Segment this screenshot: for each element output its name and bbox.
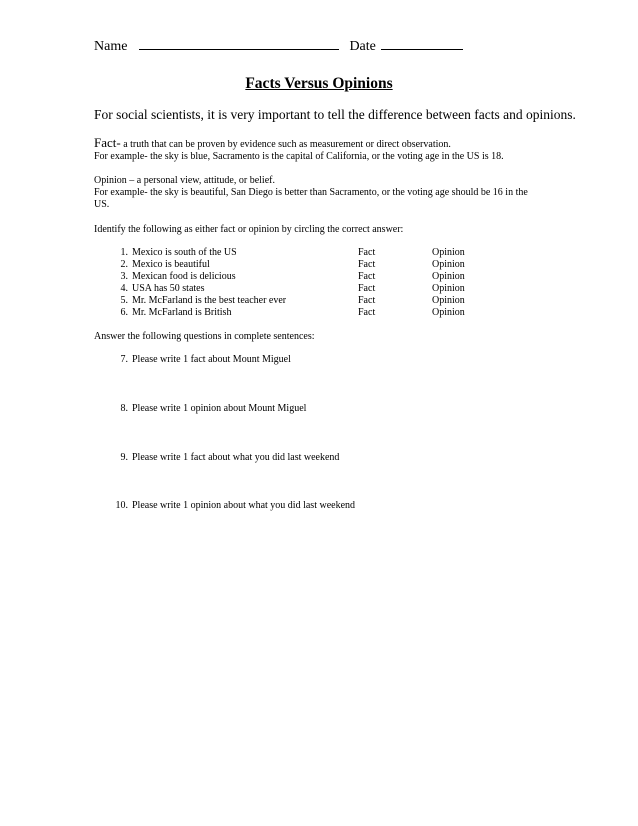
- item-number: 4.: [120, 283, 128, 294]
- item-statement: Mexico is beautiful: [132, 259, 210, 270]
- question-item: [112, 354, 291, 365]
- opinion-choice[interactable]: Opinion: [432, 307, 465, 318]
- question-number: 9.: [120, 452, 128, 463]
- intro-text: For social scientists, it is very important to tell the difference between facts and opinions.: [94, 107, 576, 122]
- list-item: [112, 259, 532, 271]
- question-number: 7.: [120, 354, 128, 365]
- item-statement: Mr. McFarland is the best teacher ever: [132, 295, 287, 306]
- answer-instruction: Answer the following questions in complete sentences:: [94, 331, 315, 342]
- question-item: [112, 500, 355, 511]
- question-item: [112, 452, 339, 463]
- opinion-definition-block: [94, 175, 544, 211]
- opinion-choice[interactable]: Opinion: [432, 283, 465, 294]
- question-text: Please write 1 opinion about what you did last weekend: [132, 500, 356, 511]
- item-statement: Mexican food is delicious: [132, 271, 236, 282]
- name-blank-line: [139, 36, 339, 50]
- list-item: [112, 247, 532, 259]
- question-item: [112, 403, 306, 414]
- opinion-choice[interactable]: Opinion: [432, 295, 465, 306]
- fact-choice[interactable]: Fact: [358, 259, 376, 270]
- fact-choice[interactable]: Fact: [358, 271, 376, 282]
- question-number: 8.: [120, 403, 128, 414]
- question-text: Please write 1 opinion about Mount Miguel: [132, 403, 307, 414]
- fact-choice[interactable]: Fact: [358, 295, 376, 306]
- opinion-example: For example- the sky is beautiful, San Diego is better than Sacramento, or the voting age should be 16 in the US.: [94, 187, 528, 210]
- fact-term: Fact-: [94, 135, 121, 150]
- item-number: 1.: [120, 247, 128, 258]
- fact-opinion-list: [112, 247, 532, 319]
- identify-instruction: Identify the following as either fact or opinion by circling the correct answer:: [94, 224, 404, 235]
- header-row: [94, 36, 463, 55]
- fact-example: For example- the sky is blue, Sacramento is the capital of California, or the voting age in the US is 18.: [94, 151, 504, 162]
- list-item: [112, 283, 532, 295]
- fact-choice[interactable]: Fact: [358, 247, 376, 258]
- item-number: 6.: [120, 307, 128, 318]
- list-item: [112, 295, 532, 307]
- list-item: [112, 307, 532, 319]
- opinion-choice[interactable]: Opinion: [432, 271, 465, 282]
- fact-definition: a truth that can be proven by evidence such as measurement or direct observation.: [120, 139, 451, 150]
- question-text: Please write 1 fact about Mount Miguel: [132, 354, 291, 365]
- question-text: Please write 1 fact about what you did last weekend: [132, 452, 340, 463]
- item-number: 5.: [120, 295, 128, 306]
- opinion-choice[interactable]: Opinion: [432, 259, 465, 270]
- item-number: 2.: [120, 259, 128, 270]
- opinion-definition: Opinion – a personal view, attitude, or belief.: [94, 175, 275, 186]
- item-number: 3.: [120, 271, 128, 282]
- item-statement: Mexico is south of the US: [132, 247, 237, 258]
- date-blank-line: [381, 36, 463, 50]
- date-label: Date: [349, 39, 376, 54]
- fact-choice[interactable]: Fact: [358, 283, 376, 294]
- item-statement: Mr. McFarland is British: [132, 307, 232, 318]
- fact-definition-line: [94, 137, 544, 151]
- fact-choice[interactable]: Fact: [358, 307, 376, 318]
- question-number: 10.: [115, 500, 128, 511]
- list-item: [112, 271, 532, 283]
- opinion-choice[interactable]: Opinion: [432, 247, 465, 258]
- item-statement: USA has 50 states: [132, 283, 205, 294]
- page-title: Facts Versus Opinions: [245, 75, 393, 92]
- name-label: Name: [94, 39, 128, 54]
- fact-definition-block: [94, 137, 544, 163]
